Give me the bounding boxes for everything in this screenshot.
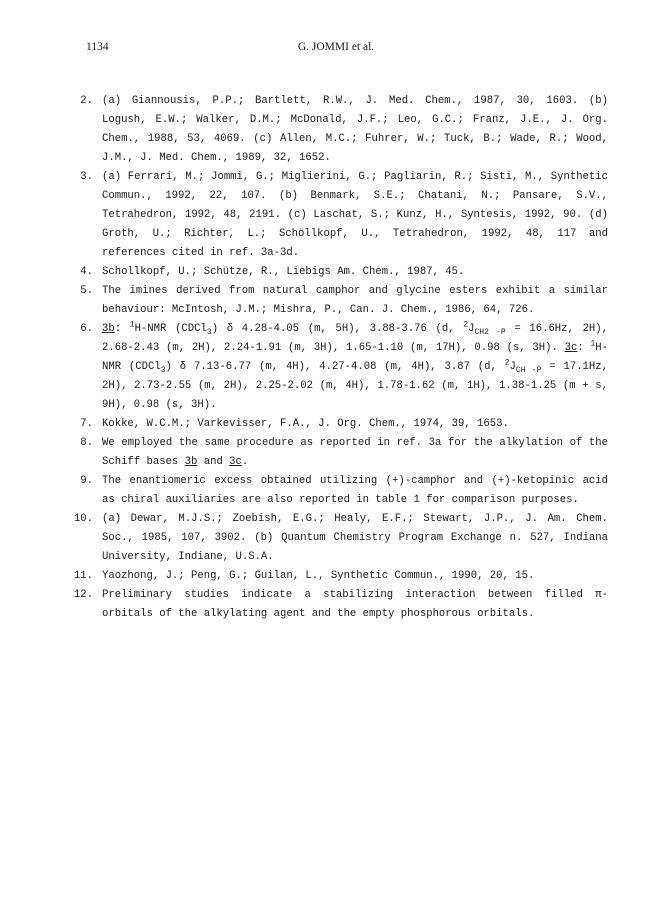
text-run: and: [197, 456, 230, 468]
reference-number: 11.: [73, 570, 93, 582]
text-run: ) δ 7.13-6.77 (m, 4H), 4.27-4.08 (m, 4H), 3.87 (d,: [165, 361, 505, 373]
reference-item: [68, 510, 608, 567]
reference-number: 4.: [80, 266, 93, 278]
text-run: We employed the same procedure as reported in ref. 3a for the alkylation of the Schiff bases: [102, 437, 608, 468]
reference-number: 8.: [80, 437, 93, 449]
text-run: .: [241, 456, 249, 468]
reference-text: The enantiomeric excess obtained utilizing (+)-camphor and (+)-ketopinic acid as chiral auxiliaries are also reported in table 1 for comparison purposes.: [102, 475, 608, 506]
text-run: :: [577, 342, 591, 354]
compound-3c: 3c: [564, 342, 578, 354]
reference-item: [68, 434, 608, 472]
text-run: H-NMR (CDCl: [102, 342, 608, 373]
reference-item: [68, 263, 608, 282]
reference-number: 6.: [80, 323, 93, 335]
page-header: [86, 41, 586, 59]
text-run: J: [468, 323, 475, 335]
reference-text: (a) Ferrari, M.; Jommi, G.; Miglierini, G.; Pagliarin, R.; Sisti, M., Synthetic Commun., 1992, 22, 107. (b) Benmark, S.E.; Chatani, N.; Pansare, S.V., Tetrahedron, 1992, 48, 2191. (c) Laschat, S.; Kunz, H., Syntesis, 1992, 90. (d) Groth, U.; Richter, L.; Schöllkopf, U., Tetrahedron, 1992, 48, 117 and references cited in ref. 3a-3d.: [102, 171, 608, 259]
superscript: 2: [463, 320, 469, 330]
text-run: = 16.6Hz, 2H), 2.68-2.43 (m, 2H), 2.24-1.91 (m, 3H), 1.65-1.10 (m, 17H), 0.98 (s, 3H).: [102, 323, 609, 354]
reference-item: [68, 415, 608, 434]
reference-item: [68, 92, 608, 168]
reference-item: [68, 282, 608, 320]
text-run: ) δ 4.28-4.05 (m, 5H), 3.88-3.76 (d,: [211, 323, 464, 335]
reference-text-nmr: [102, 320, 608, 415]
superscript: 2: [504, 358, 510, 368]
reference-item: [68, 472, 608, 510]
running-head: G. JOMMI et al.: [297, 41, 375, 53]
reference-text: The imines derived from natural camphor and glycine esters exhibit a similar behaviour: McIntosh, J.M.; Mishra, P., Can. J. Chem., 1986, 64, 726.: [102, 285, 608, 316]
superscript: 1: [590, 339, 596, 349]
compound-3c: 3c: [229, 456, 242, 468]
reference-text: Schollkopf, U.; Schütze, R., Liebigs Am. Chem., 1987, 45.: [102, 266, 465, 278]
subscript: 3: [206, 328, 212, 338]
reference-text: Kokke, W.C.M.; Varkevisser, F.A., J. Org. Chem., 1974, 39, 1653.: [102, 418, 509, 430]
reference-number: 10.: [73, 513, 93, 525]
reference-item: [68, 320, 608, 415]
text-run: :: [114, 323, 130, 335]
reference-text: [102, 434, 608, 472]
subscript: CH -P: [515, 366, 542, 376]
compound-3b: 3b: [184, 456, 198, 468]
reference-text: (a) Dewar, M.J.S.; Zoebish, E.G.; Healy, E.F.; Stewart, J.P., J. Am. Chem. Soc., 1985, 107, 3902. (b) Quantum Chemistry Program Exchange n. 527, Indiana University, Indiane, U.S.A.: [102, 513, 608, 563]
reference-text: Preliminary studies indicate a stabilizing interaction between filled π-orbitals of the alkylating agent and the empty phosphorous orbitals.: [102, 589, 608, 620]
reference-item: [68, 567, 608, 586]
compound-3b: 3b: [102, 323, 115, 335]
reference-item: [68, 586, 608, 624]
text-run: = 17.1Hz, 2H), 2.73-2.55 (m, 2H), 2.25-2.02 (m, 4H), 1.78-1.62 (m, 1H), 1.38-1.25 (m + s, 9H), 0.98 (s, 3H).: [102, 361, 608, 411]
subscript: 3: [160, 366, 166, 376]
reference-list: [68, 92, 608, 624]
reference-number: 9.: [80, 475, 93, 487]
reference-text: Yaozhong, J.; Peng, G.; Guilan, L., Synthetic Commun., 1990, 20, 15.: [102, 570, 535, 582]
reference-text: (a) Giannousis, P.P.; Bartlett, R.W., J. Med. Chem., 1987, 30, 1603. (b) Logush, E.W.; Walker, D.M.; McDonald, J.F.; Leo, G.C.; Franz, J.E., J. Org. Chem., 1988, 53, 4069. (c) Allen, M.C.; Fuhrer, W.; Tuck, B.; Wade, R.; Wood, J.M., J. Med. Chem., 1989, 32, 1652.: [102, 95, 608, 164]
text-run: H-NMR (CDCl: [134, 323, 207, 335]
superscript: 1: [129, 320, 135, 330]
reference-item: [68, 168, 608, 263]
reference-number: 12.: [73, 589, 93, 601]
reference-number: 2.: [80, 95, 93, 107]
reference-number: 5.: [80, 285, 93, 297]
subscript: CH2 -P: [474, 328, 506, 338]
reference-number: 7.: [80, 418, 93, 430]
text-run: J: [509, 361, 516, 373]
page-number: 1134: [86, 41, 109, 53]
reference-number: 3.: [80, 171, 93, 183]
